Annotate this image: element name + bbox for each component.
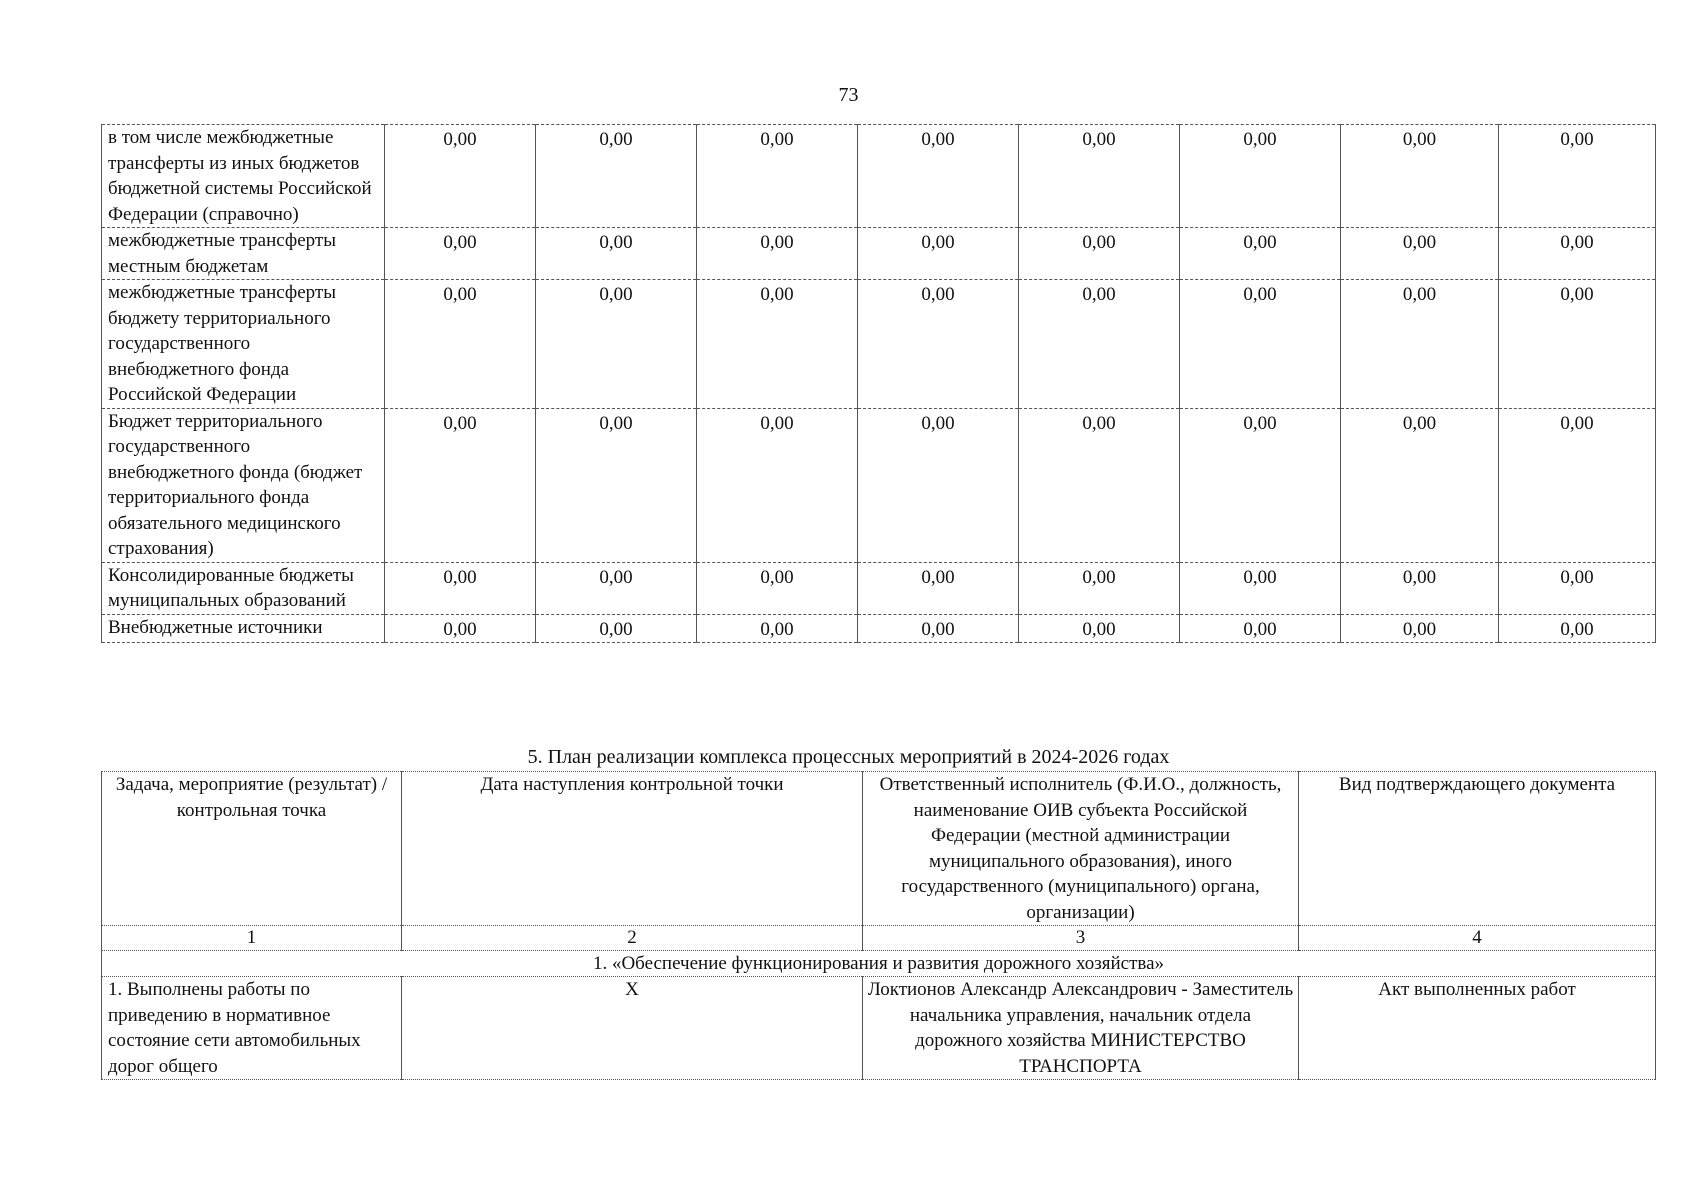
page-number: 73 bbox=[838, 84, 859, 106]
funding-value: 0,00 bbox=[1499, 562, 1656, 614]
funding-value: 0,00 bbox=[536, 228, 697, 280]
funding-value: 0,00 bbox=[1180, 280, 1341, 409]
funding-value: 0,00 bbox=[1341, 408, 1499, 562]
item-row bbox=[102, 977, 1656, 1080]
funding-value: 0,00 bbox=[1341, 614, 1499, 643]
funding-row-label: в том числе межбюджетные трансферты из иных бюджетов бюджетной системы Российской Федерации (справочно) bbox=[102, 125, 385, 228]
funding-value: 0,00 bbox=[1019, 562, 1180, 614]
funding-value: 0,00 bbox=[697, 125, 858, 228]
funding-value: 0,00 bbox=[697, 614, 858, 643]
funding-value: 0,00 bbox=[1180, 125, 1341, 228]
funding-value: 0,00 bbox=[536, 280, 697, 409]
funding-value: 0,00 bbox=[1019, 125, 1180, 228]
funding-value: 0,00 bbox=[1499, 614, 1656, 643]
funding-value: 0,00 bbox=[697, 228, 858, 280]
item-task: 1. Выполнены работы по приведению в нормативное состояние сети автомобильных дорог общего bbox=[102, 977, 402, 1080]
funding-row-label: межбюджетные трансферты бюджету территориального государственного внебюджетного фонда Российской Федерации bbox=[102, 280, 385, 409]
funding-value: 0,00 bbox=[385, 408, 536, 562]
funding-value: 0,00 bbox=[1499, 125, 1656, 228]
funding-value: 0,00 bbox=[385, 228, 536, 280]
funding-value: 0,00 bbox=[1499, 228, 1656, 280]
funding-value: 0,00 bbox=[1341, 228, 1499, 280]
funding-value: 0,00 bbox=[697, 280, 858, 409]
task-row bbox=[102, 951, 1656, 977]
column-number: 4 bbox=[1299, 926, 1656, 951]
funding-value: 0,00 bbox=[1180, 562, 1341, 614]
funding-value: 0,00 bbox=[385, 562, 536, 614]
funding-value: 0,00 bbox=[1019, 408, 1180, 562]
plan-table bbox=[101, 771, 1656, 1080]
funding-value: 0,00 bbox=[858, 562, 1019, 614]
funding-row bbox=[102, 228, 1656, 280]
funding-row bbox=[102, 125, 1656, 228]
funding-row-label: Консолидированные бюджеты муниципальных образований bbox=[102, 562, 385, 614]
funding-value: 0,00 bbox=[1180, 408, 1341, 562]
funding-value: 0,00 bbox=[858, 614, 1019, 643]
column-numbers-row bbox=[102, 926, 1656, 951]
funding-value: 0,00 bbox=[1019, 280, 1180, 409]
funding-table bbox=[101, 124, 1656, 643]
funding-value: 0,00 bbox=[1499, 408, 1656, 562]
section-title: 5. План реализации комплекса процессных мероприятий в 2024-2026 годах bbox=[527, 746, 1170, 768]
funding-value: 0,00 bbox=[1341, 280, 1499, 409]
funding-value: 0,00 bbox=[858, 125, 1019, 228]
funding-value: 0,00 bbox=[1019, 614, 1180, 643]
funding-value: 0,00 bbox=[1180, 614, 1341, 643]
funding-row bbox=[102, 562, 1656, 614]
funding-row-label: Внебюджетные источники bbox=[102, 614, 385, 643]
funding-value: 0,00 bbox=[697, 408, 858, 562]
funding-value: 0,00 bbox=[1499, 280, 1656, 409]
funding-value: 0,00 bbox=[385, 125, 536, 228]
item-date: X bbox=[402, 977, 863, 1080]
column-number: 1 bbox=[102, 926, 402, 951]
header-task: Задача, мероприятие (результат) / контрольная точка bbox=[102, 772, 402, 926]
funding-value: 0,00 bbox=[858, 280, 1019, 409]
funding-value: 0,00 bbox=[536, 562, 697, 614]
task-title: 1. «Обеспечение функционирования и развития дорожного хозяйства» bbox=[102, 951, 1656, 977]
funding-value: 0,00 bbox=[385, 614, 536, 643]
funding-row-label: Бюджет территориального государственного внебюджетного фонда (бюджет территориального фонда обязательного медицинского страхования) bbox=[102, 408, 385, 562]
item-responsible: Локтионов Александр Александрович - Заместитель начальника управления, начальник отдела дорожного хозяйства МИНИСТЕРСТВО ТРАНСПОРТА bbox=[863, 977, 1299, 1080]
header-document: Вид подтверждающего документа bbox=[1299, 772, 1656, 926]
funding-row bbox=[102, 280, 1656, 409]
column-number: 2 bbox=[402, 926, 863, 951]
funding-value: 0,00 bbox=[858, 408, 1019, 562]
funding-value: 0,00 bbox=[1019, 228, 1180, 280]
funding-value: 0,00 bbox=[536, 408, 697, 562]
item-document: Акт выполненных работ bbox=[1299, 977, 1656, 1080]
funding-row-label: межбюджетные трансферты местным бюджетам bbox=[102, 228, 385, 280]
funding-value: 0,00 bbox=[1341, 562, 1499, 614]
header-date: Дата наступления контрольной точки bbox=[402, 772, 863, 926]
funding-value: 0,00 bbox=[385, 280, 536, 409]
funding-row bbox=[102, 408, 1656, 562]
plan-header-row bbox=[102, 772, 1656, 926]
column-number: 3 bbox=[863, 926, 1299, 951]
funding-value: 0,00 bbox=[858, 228, 1019, 280]
funding-value: 0,00 bbox=[536, 125, 697, 228]
funding-row bbox=[102, 614, 1656, 643]
funding-value: 0,00 bbox=[1341, 125, 1499, 228]
header-responsible: Ответственный исполнитель (Ф.И.О., должность, наименование ОИВ субъекта Российской Федерации (местной администрации муниципального образования), иного государственного (муниципального) органа, организации) bbox=[863, 772, 1299, 926]
funding-value: 0,00 bbox=[1180, 228, 1341, 280]
funding-value: 0,00 bbox=[697, 562, 858, 614]
funding-value: 0,00 bbox=[536, 614, 697, 643]
